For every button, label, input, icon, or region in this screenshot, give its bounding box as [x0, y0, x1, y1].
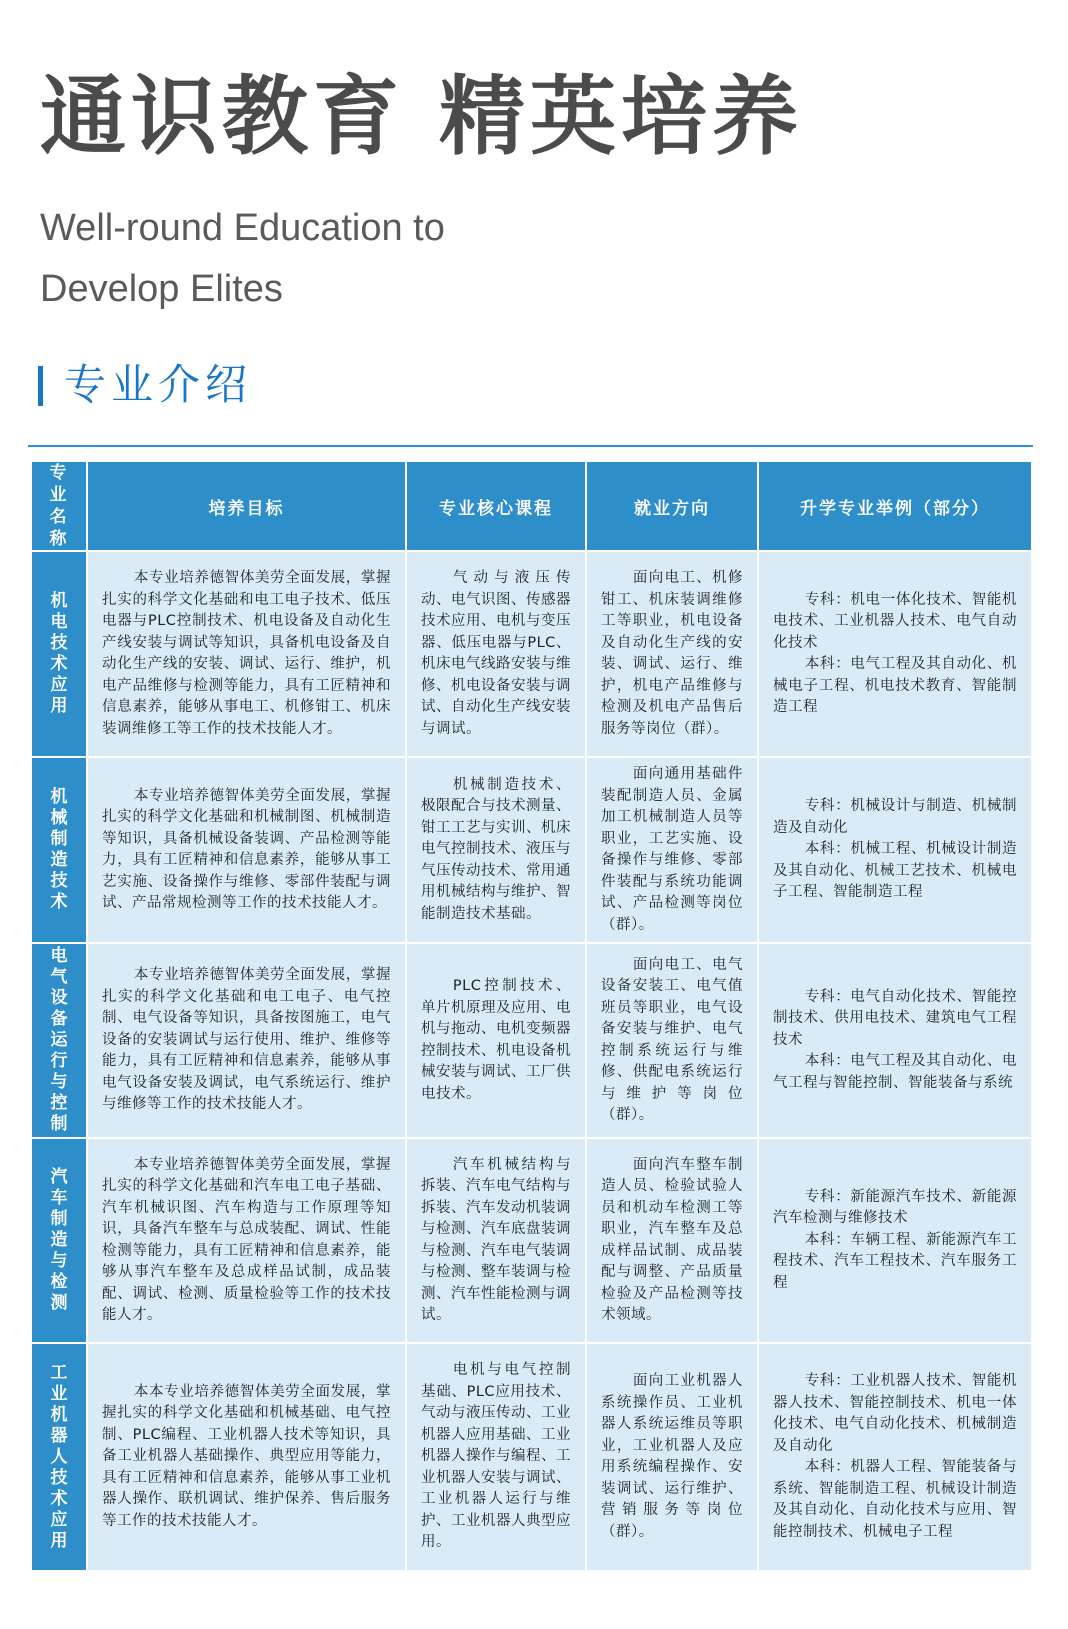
training-goal: 本本专业培养德智体美劳全面发展，掌握扎实的科学文化基础和机械基础、电气控制、PLC编程、工业机器人技术等知识，具备工业机器人基础操作、典型应用等能力，具有工匠精神和信息素养，能够从事工业机器人操作、联机调试、维护保养、售后服务等工作的技术技能人才。 [87, 1343, 406, 1571]
employment-direction: 面向工业机器人系统操作员、工业机器人系统运维员等职业，工业机器人及应用系统编程操作、安装调试、运行维护、营销服务等岗位（群）。 [586, 1343, 758, 1571]
training-goal: 本专业培养德智体美劳全面发展，掌握扎实的科学文化基础和电工电子、电气控制、电气设备等知识，具备按图施工，电气设备的安装调试与运行使用、维护、维修等能力，具有工匠精神和信息素养，能够从事电气设备安装及调试，电气系统运行、维护与维修等工作的技术技能人才。 [87, 943, 406, 1138]
header-core-courses: 专业核心课程 [406, 461, 586, 551]
further-study: 专科：电气自动化技术、智能控制技术、供用电技术、建筑电气工程技术 本科：电气工程及其自动化、电气工程与智能控制、智能装备与系统 [758, 943, 1032, 1138]
header-employment: 就业方向 [586, 461, 758, 551]
further-study: 专科：机电一体化技术、智能机电技术、工业机器人技术、电气自动化技术 本科：电气工程及其自动化、机械电子工程、机电技术教育、智能制造工程 [758, 551, 1032, 757]
table-row [31, 943, 1032, 1138]
employment-direction: 面向通用基础件装配制造人员、金属加工机械制造人员等职业，工艺实施、设备操作与维修、零部件装配与系统功能调试、产品检测等岗位（群）。 [586, 757, 758, 943]
table-row [31, 1343, 1032, 1571]
page-subtitle [40, 198, 445, 320]
core-courses: PLC控制技术、单片机原理及应用、电机与拖动、电机变频器控制技术、机电设备机械安装与调试、工厂供电技术。 [406, 943, 586, 1138]
major-name: 机电技术应用 [31, 551, 87, 757]
core-courses: 气动与液压传动、电气识图、传感器技术应用、电机与变压器、低压电器与PLC、机床电气线路安装与维修、机电设备安装与调试、自动化生产线安装与调试。 [406, 551, 586, 757]
major-name: 工业机器人技术应用 [31, 1343, 87, 1571]
further-study: 专科：新能源汽车技术、新能源汽车检测与维修技术 本科：车辆工程、新能源汽车工程技术、汽车工程技术、汽车服务工程 [758, 1138, 1032, 1343]
page-title: 通识教育 精英培养 [40, 67, 803, 167]
training-goal: 本专业培养德智体美劳全面发展，掌握扎实的科学文化基础和机械制图、机械制造等知识，具备机械设备装调、产品检测等能力，具有工匠精神和信息素养，能够从事工艺实施、设备操作与维修、零部件装配与调试、产品常规检测等工作的技术技能人才。 [87, 757, 406, 943]
table-header-row [31, 461, 1032, 551]
employment-direction: 面向电工、机修钳工、机床装调维修工等职业，机电设备及自动化生产线的安装、调试、运行、维护，机电产品维修与检测及机电产品售后服务等岗位（群）。 [586, 551, 758, 757]
section-accent-bar [38, 366, 43, 406]
employment-direction: 面向汽车整车制造人员、检验试验人员和机动车检测工等职业，汽车整车及总成样品试制、成品装配与调整、产品质量检验及产品检测等技术领域。 [586, 1138, 758, 1343]
further-study: 专科：工业机器人技术、智能机器人技术、智能控制技术、机电一体化技术、电气自动化技术、机械制造及自动化 本科：机器人工程、智能装备与系统、智能制造工程、机械设计制造及其自动化、自动化技术与应用、智能控制技术、机械电子工程 [758, 1343, 1032, 1571]
major-name: 汽车制造与检测 [31, 1138, 87, 1343]
header-training-goal: 培养目标 [87, 461, 406, 551]
core-courses: 汽车机械结构与拆装、汽车电气结构与拆装、汽车发动机装调与检测、汽车底盘装调与检测、汽车电气装调与检测、整车装调与检测、汽车性能检测与调试。 [406, 1138, 586, 1343]
majors-table [30, 460, 1033, 1572]
subtitle-line-1: Well-round Education to [40, 207, 445, 249]
major-name: 电气设备运行与控制 [31, 943, 87, 1138]
header-major-name: 专业名称 [31, 461, 87, 551]
core-courses: 机械制造技术、极限配合与技术测量、钳工工艺与实训、机床电气控制技术、液压与气压传动技术、常用通用机械结构与维护、智能制造技术基础。 [406, 757, 586, 943]
further-study: 专科：机械设计与制造、机械制造及自动化 本科：机械工程、机械设计制造及其自动化、机械工艺技术、机械电子工程、智能制造工程 [758, 757, 1032, 943]
training-goal: 本专业培养德智体美劳全面发展，掌握扎实的科学文化基础和汽车电工电子基础、汽车机械识图、汽车构造与工作原理等知识，具备汽车整车与总成装配、调试、性能检测等能力，具有工匠精神和信息素养，能够从事汽车整车及总成样品试制，成品装配、调试、检测、质量检验等工作的技术技能人才。 [87, 1138, 406, 1343]
major-name: 机械制造技术 [31, 757, 87, 943]
header-further-study: 升学专业举例（部分） [758, 461, 1032, 551]
training-goal: 本专业培养德智体美劳全面发展，掌握扎实的科学文化基础和电工电子技术、低压电器与PLC控制技术、机电设备及自动化生产线安装与调试等知识，具备机电设备及自动化生产线的安装、调试、运行、维护，机电产品维修与检测等能力，具有工匠精神和信息素养，能够从事电工、机修钳工、机床装调维修工等工作的技术技能人才。 [87, 551, 406, 757]
table-row [31, 551, 1032, 757]
core-courses: 电机与电气控制基础、PLC应用技术、气动与液压传动、工业机器人应用基础、工业机器人操作与编程、工业机器人安装与调试、工业机器人运行与维护、工业机器人典型应用。 [406, 1343, 586, 1571]
subtitle-line-2: Develop Elites [40, 268, 283, 310]
table-row [31, 757, 1032, 943]
section-divider [28, 445, 1033, 447]
employment-direction: 面向电工、电气设备安装工、电气值班员等职业，电气设备安装与维护、电气控制系统运行与维修、供配电系统运行与维护等岗位（群）。 [586, 943, 758, 1138]
section-title: 专业介绍 [64, 360, 253, 409]
table-row [31, 1138, 1032, 1343]
